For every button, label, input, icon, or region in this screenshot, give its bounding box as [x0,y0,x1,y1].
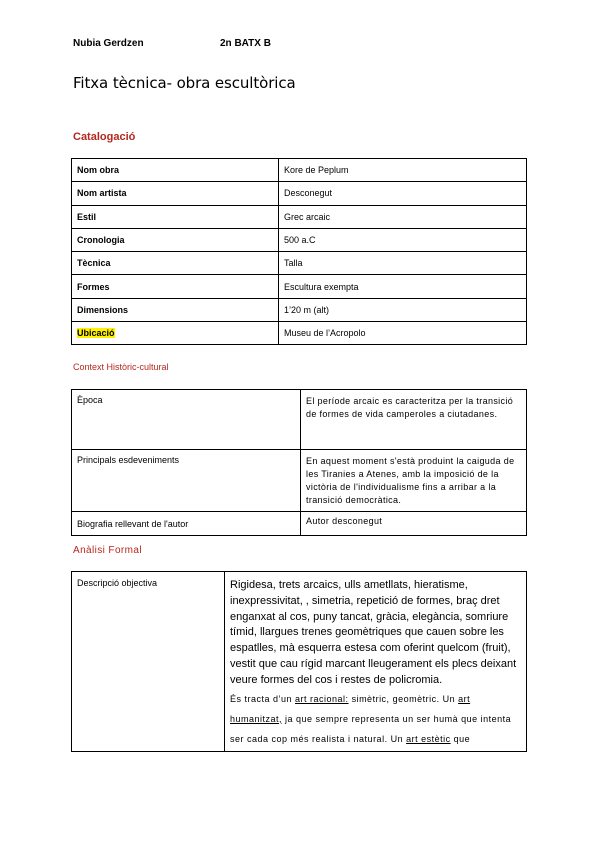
field-label: Època [72,390,301,450]
field-value: Autor desconegut [301,512,527,536]
table-row [72,572,527,752]
context-table [71,389,527,536]
field-label: Principals esdeveniments [72,450,301,512]
field-value: 500 a.C [279,228,527,251]
field-label: Tècnica [72,252,279,275]
section-heading-catalogacio: Catalogació [73,131,136,143]
analisi-table [71,571,527,752]
field-value: 1’20 m (alt) [279,298,527,321]
field-value [225,572,527,752]
field-label: Formes [72,275,279,298]
text-run: ja que sempre representa un ser humà que intenta ser cada cop més realista i natural. Un [230,713,512,744]
field-label: Descripció objectiva [72,572,225,752]
document-title: Fitxa tècnica- obra escultòrica [73,74,296,92]
underlined-term: art humanitzat, [230,693,471,724]
description-text: Rigidesa, trets arcaics, ulls ametllats, hieratisme, inexpressivitat, , simetria, repetició de formes, braç dret enganxat al cos, puny tancat, gràcia, elegància, somriure tímid, llargues trenes geomètriques que cauen sobre les espatlles, mà esquerra estesa com oferint quelcom (fruit), vestit que cau rígid marcant lleugerament els plecs deixant veure formes del cos i restes de policromia. [230,579,517,686]
field-value: Grec arcaic [279,205,527,228]
field-value: Escultura exempta [279,275,527,298]
field-label: Biografia rellevant de l'autor [72,512,301,536]
underlined-term: art estètic [406,733,451,744]
table-row [72,298,527,321]
field-value: En aquest moment s'està produint la caiguda de les Tiranies a Atenes, amb la imposició de la victòria de l'individualisme fins a arribar a la transició democràtica. [301,450,527,512]
highlighted-text: Ubicació [77,328,115,339]
text-run: que [450,733,471,744]
student-name: Nubia Gerdzen [73,38,144,49]
text-run: És tracta d’un [230,693,296,704]
field-label: Dimensions [72,298,279,321]
table-row [72,159,527,182]
table-row [72,252,527,275]
section-heading-analisi: Anàlisi Formal [73,545,142,556]
field-label: Cronologia [72,228,279,251]
field-label-highlighted [72,322,279,345]
field-label: Nom artista [72,182,279,205]
table-row [72,205,527,228]
description-extra [230,689,521,749]
field-value: Kore de Peplum [279,159,527,182]
field-value: Desconegut [279,182,527,205]
table-row [72,182,527,205]
field-value: El període arcaic es caracteritza per la transició de formes de vida camperoles a ciutadanes. [301,390,527,450]
field-value: Museu de l’Acropolo [279,322,527,345]
table-row [72,322,527,345]
table-row [72,228,527,251]
section-heading-context: Context Històric-cultural [73,362,169,372]
field-label: Estil [72,205,279,228]
field-label: Nom obra [72,159,279,182]
text-run: simètric, geomètric. Un [348,693,459,704]
table-row [72,450,527,512]
underlined-term: art racional: [295,693,349,704]
catalogacio-table [71,158,527,345]
course-label: 2n BATX B [220,38,271,49]
field-value: Talla [279,252,527,275]
table-row [72,275,527,298]
table-row [72,512,527,536]
table-row [72,390,527,450]
